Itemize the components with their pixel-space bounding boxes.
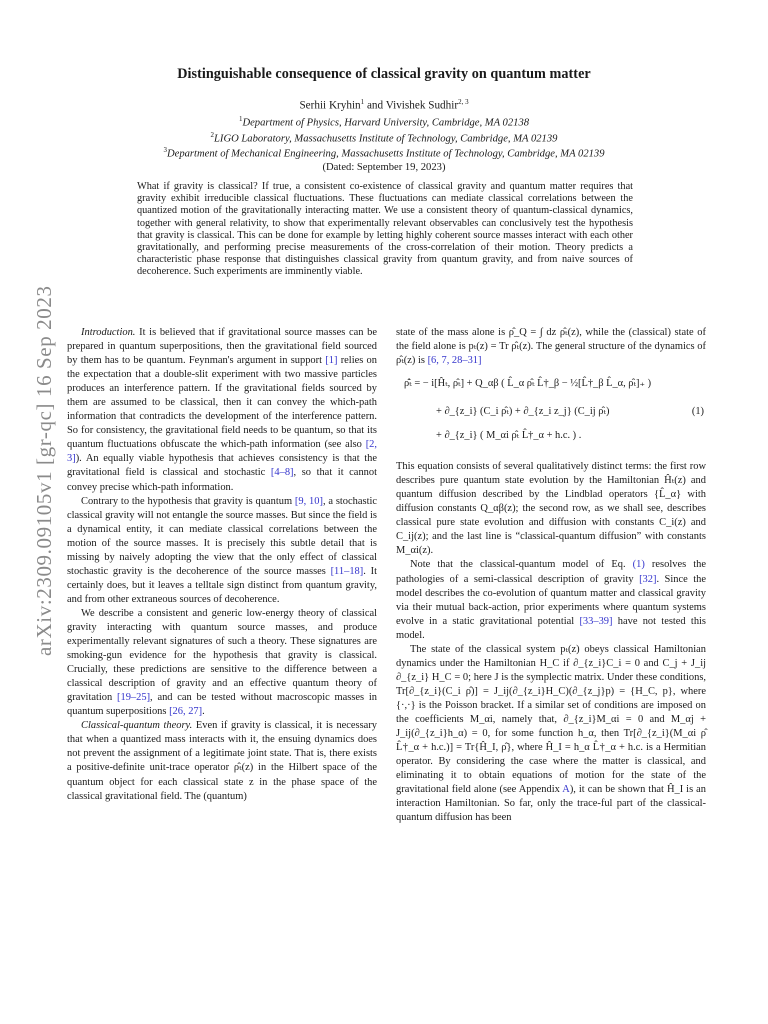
right-column: [396, 326, 706, 825]
citation-link[interactable]: [11–18]: [330, 565, 364, 577]
author-affiliation-mark: 2, 3: [458, 98, 469, 106]
paragraph: The state of the classical system pₜ(z) obeys classical Hamiltonian dynamics under the Hamiltonian H_C if ∂_{z_i}C_i = 0 and C_j + J_ij ∂_{z_i} H_C = 0; here J is the symplectic matrix. Under these conditions, Tr[∂_{z_i}(C_i ρ̂)] = J_ij(∂_{z_i}H_C)(∂_{z_j}p) = {H_C, p}, where {·,·} is the Poisson bracket. If a similar set of conditions are imposed on the coefficients M_αi, namely that, ∂_{z_i}M_αi = 0 and M_αj + J_ij(∂_{z_i}h_α) = 0, for some function h_α, then Tr[∂_{z_i}(M_αi ρ̂ L̂†_α + h.c.)] = Tr{Ĥ_I, ρ̂}, where Ĥ_I = h_α L̂†_α + h.c. is a Hermitian operator. By considering the case where the matter is classical, and eliminating it to obtain equations of motion for the state of the gravitational field alone (see Appendix A), it can be shown that Ĥ_I is an interaction Hamiltonian. So far, only the trace-ful part of the classical-quantum diffusion has been: [396, 643, 706, 824]
section-lead: Classical-quantum theory.: [81, 720, 193, 732]
affiliation-text: Department of Mechanical Engineering, Massachusetts Institute of Technology, Cambridge, MA 02139: [166, 148, 605, 160]
paper-title: Distinguishable consequence of classical gravity on quantum matter: [177, 66, 591, 82]
author-name: Serhii Kryhin: [299, 99, 361, 112]
citation-link[interactable]: [9, 10]: [294, 495, 323, 507]
citation-link[interactable]: [26, 27]: [169, 706, 203, 718]
paragraph: Note that the classical-quantum model of Eq. (1) resolves the pathologies of a semi-classical description of gravity [32]. Since the model describes the co-evolution of quantum matter and classical gravity via their mutual back-action, prior experiments where quantum systems evolve in a static gravitational potential [33–39] have not tested this model.: [396, 559, 706, 641]
affiliation-mark: 2: [210, 131, 215, 139]
abstract: What if gravity is classical? If true, a consistent co-existence of classical gravity and quantum matter requires that gravity exhibit irreducible classical fluctuations. These fluctuations can mediate classical correlations between the quantized motion of the gravitationally interacting matter. We use a consistent theory of quantum-classical dynamics, together with general relativity, to show that experimentally relevant observables can conclusively test the hypothesis that gravity is classical. This can be done for example by letting highly coherent source masses interact with each other gravitationally, and performing precise measurements of the cross-correlation of their motion. Theory predicts a characteristic phase response that distinguishes classical gravity from quantum gravity, and from naive sources of decoherence. Such experiments are imminently viable.: [137, 181, 633, 278]
arxiv-identifier-stamp[interactable]: arXiv:2309.09105v1 [gr-qc] 16 Sep 2023: [32, 285, 56, 656]
author-name: Vivishek Sudhir: [385, 99, 459, 112]
author-conjunction: and: [364, 99, 386, 112]
equation-line: + ∂_{z_i} (C_i ρ̂ₜ) + ∂_{z_i z_j} (C_ij ρ̂ₜ): [436, 406, 610, 418]
equation-number: (1): [691, 406, 704, 418]
citation-link[interactable]: [1]: [325, 355, 338, 367]
paragraph: We describe a consistent and generic low-energy theory of classical gravity interacting with quantum source masses, and produce experimentally relevant signatures of such a theory. These signatures are smoking-gun evidence for the hypothesis that gravity is classical. Crucially, these predictions are sensitive to the difference between a classical description of gravity and an effective quantum theory of gravitation [19–25], and can be tested without macroscopic masses in quantum superpositions [26, 27].: [67, 607, 377, 718]
affiliation-mark: 3: [163, 146, 167, 154]
section-lead: Introduction.: [81, 327, 136, 338]
citation-link[interactable]: [19–25]: [117, 692, 151, 704]
citation-link[interactable]: [4–8]: [270, 467, 294, 479]
equation-reference-link[interactable]: (1): [632, 559, 645, 571]
appendix-link[interactable]: A: [562, 784, 570, 796]
paragraph-introduction: Introduction. It is believed that if gravitational source masses can be prepared in quantum superpositions, then the gravitational field sourced by them has to be quantum. Feynman's argument in support [1] relies on the expectation that a double-slit experiment with two massive particles produces an interference pattern. If the gravitational fields sourced by them are assumed to be classical, then it can convey the which-path information that contradicts the development of the interference pattern. So for consistency, the gravitational field needs to be quantum, so that its quantum fluctuations obfuscate the which-path information (see also [2, 3]). An equally viable hypothesis that achieves consistency is that the gravitational field is classical and stochastic [4–8], so that it cannot convey precise which-path information.: [67, 327, 377, 493]
affiliation: [0, 131, 768, 145]
paper-date: (Dated: September 19, 2023): [322, 162, 446, 173]
affiliation-text: Department of Physics, Harvard University, Cambridge, MA 02138: [242, 117, 530, 129]
equation-line: ρ̂̇ₜ = − i[Ĥₜ, ρ̂ₜ] + Q_αβ ( L̂_α ρ̂ₜ L̂†_β − ½[L̂†_β L̂_α, ρ̂ₜ]₊ ): [404, 378, 652, 390]
affiliation-mark: 1: [238, 115, 243, 123]
affiliation-text: LIGO Laboratory, Massachusetts Institute of Technology, Cambridge, MA 02139: [214, 133, 558, 145]
paragraph: This equation consists of several qualitatively distinct terms: the first row describes pure quantum state evolution by the Hamiltonian Ĥₜ(z) and quantum diffusion described by the Lindblad operators {L̂_α} with diffusion constants Q_αβ(z); the second row, as we shall see, describes classical pure state evolution and diffusion with constants C_i(z) and C_ij(z); and the last line is “classical-quantum diffusion” with constants M_αi(z).: [396, 461, 706, 557]
paragraph-classical-quantum-theory: Classical-quantum theory. Even if gravity is classical, it is necessary that when a quantized mass interacts with it, the ensuing dynamics does not prevent the assignment of a legitimate joint state. That is, there exists a positive-definite unit-trace operator ρ̂ₜ(z) in the Hilbert space of the quantum object for each classical state z in the phase space of the classical gravitational field. The (quantum): [67, 720, 378, 802]
paragraph: Contrary to the hypothesis that gravity is quantum [9, 10], a stochastic classical gravity will not entangle the source masses. But since the field is a dynamical entity, it can mediate classical correlations between the motion of the source masses. It is precisely this subtle detail that is missing by naively adopting the view that the only effect of classical stochastic gravity is the decoherence of the source masses [11–18]. It certainly does, but it leaves a telltale sign distinct from quantum gravity, and from other extraneous sources of decoherence.: [67, 495, 377, 605]
citation-link[interactable]: [2, 3]: [67, 439, 377, 465]
paragraph: state of the mass alone is ρ̂_Q = ∫ dz ρ̂ₜ(z), while the (classical) state of the field alone is pₜ(z) = Tr ρ̂ₜ(z). The general structure of the dynamics of ρ̂ₜ(z) is [6, 7, 28–31]: [396, 327, 706, 367]
affiliation: [0, 146, 768, 160]
citation-link[interactable]: [6, 7, 28–31]: [427, 355, 482, 367]
citation-link[interactable]: [32]: [639, 573, 657, 585]
citation-link[interactable]: [33–39]: [579, 615, 613, 627]
affiliation: [0, 115, 768, 129]
left-column: [67, 326, 377, 804]
author-affiliation-mark: 1: [360, 98, 365, 106]
equation-1: [396, 374, 706, 454]
equation-line: + ∂_{z_i} ( M_αi ρ̂ₜ L̂†_α + h.c. ) .: [436, 430, 582, 442]
author-list: [0, 98, 768, 112]
